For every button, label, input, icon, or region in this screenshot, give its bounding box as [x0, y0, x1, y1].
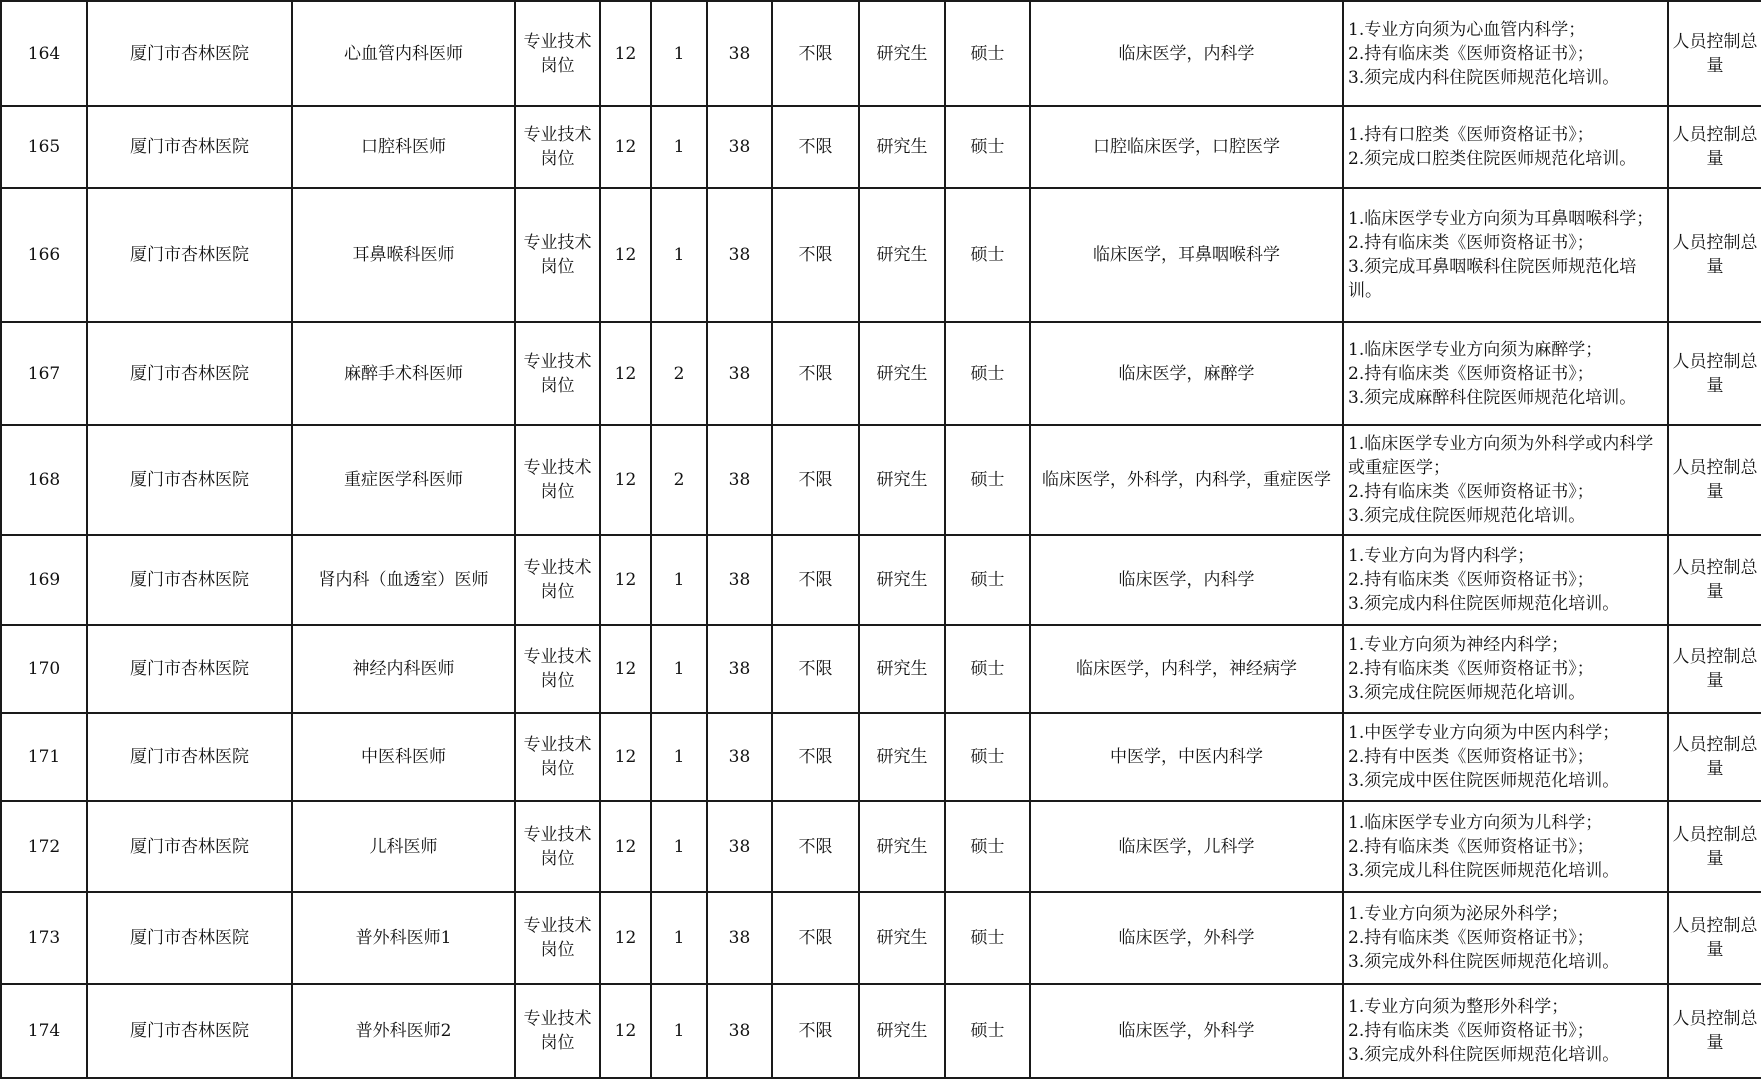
- row-number: 171: [1, 713, 87, 801]
- degree-cell: 硕士: [945, 322, 1030, 425]
- post-level-cell: 12: [600, 713, 651, 801]
- education-cell: 研究生: [859, 625, 945, 713]
- requirement-line: 2.持有临床类《医师资格证书》；: [1348, 659, 1594, 679]
- post-level-cell: 12: [600, 106, 651, 188]
- employer-cell: 厦门市杏林医院: [87, 713, 292, 801]
- requirement-line: 1.专业方向为肾内科学；: [1348, 546, 1535, 566]
- funding-type-cell: 人员控制总量: [1668, 801, 1761, 892]
- major-cell: 临床医学，儿科学: [1030, 801, 1343, 892]
- table-row: [1, 1, 1761, 106]
- age-limit-cell: 38: [707, 892, 772, 984]
- row-number: 168: [1, 425, 87, 535]
- post-category-cell: 专业技术岗位: [515, 535, 600, 625]
- table-row: [1, 322, 1761, 425]
- employer-cell: 厦门市杏林医院: [87, 322, 292, 425]
- gender-cell: 不限: [772, 322, 859, 425]
- education-cell: 研究生: [859, 892, 945, 984]
- post-category-cell: 专业技术岗位: [515, 625, 600, 713]
- requirement-line: 3.须完成耳鼻咽喉科住院医师规范化培训。: [1348, 257, 1637, 301]
- position-name-cell: 肾内科（血透室）医师: [292, 535, 515, 625]
- requirement-line: 1.持有口腔类《医师资格证书》；: [1348, 125, 1594, 145]
- post-category-cell: 专业技术岗位: [515, 1, 600, 106]
- position-name-cell: 神经内科医师: [292, 625, 515, 713]
- funding-type-cell: 人员控制总量: [1668, 535, 1761, 625]
- requirement-line: 2.持有临床类《医师资格证书》；: [1348, 836, 1594, 857]
- requirement-line: 3.须完成儿科住院医师规范化培训。: [1348, 860, 1620, 881]
- post-level-cell: 12: [600, 535, 651, 625]
- post-category-cell: 专业技术岗位: [515, 801, 600, 892]
- headcount-cell: 1: [651, 984, 707, 1078]
- requirement-line: 3.须完成麻醉科住院医师规范化培训。: [1348, 387, 1637, 408]
- row-number: 166: [1, 188, 87, 322]
- table-row: [1, 425, 1761, 535]
- requirement-line: 1.专业方向须为神经内科学；: [1348, 635, 1569, 655]
- employer-cell: 厦门市杏林医院: [87, 106, 292, 188]
- requirement-line: 2.持有临床类《医师资格证书》；: [1348, 928, 1594, 948]
- row-number: 165: [1, 106, 87, 188]
- requirement-line: 1.专业方向须为整形外科学；: [1348, 997, 1569, 1017]
- post-level-cell: 12: [600, 892, 651, 984]
- position-name-cell: 中医科医师: [292, 713, 515, 801]
- funding-type-cell: 人员控制总量: [1668, 106, 1761, 188]
- row-number: 174: [1, 984, 87, 1078]
- requirement-line: 2.持有临床类《医师资格证书》；: [1348, 570, 1594, 590]
- table-row: [1, 984, 1761, 1078]
- requirement-line: 1.中医学专业方向须为中医内科学；: [1348, 723, 1620, 743]
- employer-cell: 厦门市杏林医院: [87, 188, 292, 322]
- age-limit-cell: 38: [707, 713, 772, 801]
- row-number: 169: [1, 535, 87, 625]
- requirement-line: 2.持有临床类《医师资格证书》；: [1348, 1021, 1594, 1041]
- gender-cell: 不限: [772, 535, 859, 625]
- education-cell: 研究生: [859, 425, 945, 535]
- requirements-cell: [1343, 1, 1668, 106]
- requirement-line: 2.持有临床类《医师资格证书》；: [1348, 43, 1594, 64]
- gender-cell: 不限: [772, 188, 859, 322]
- row-number: 170: [1, 625, 87, 713]
- major-cell: 临床医学，内科学: [1030, 1, 1343, 106]
- gender-cell: 不限: [772, 1, 859, 106]
- funding-type-cell: 人员控制总量: [1668, 322, 1761, 425]
- table-row: [1, 106, 1761, 188]
- post-level-cell: 12: [600, 984, 651, 1078]
- age-limit-cell: 38: [707, 106, 772, 188]
- major-cell: 临床医学，外科学，内科学，重症医学: [1030, 425, 1343, 535]
- requirement-line: 2.持有临床类《医师资格证书》；: [1348, 233, 1594, 253]
- funding-type-cell: 人员控制总量: [1668, 1, 1761, 106]
- employer-cell: 厦门市杏林医院: [87, 801, 292, 892]
- post-level-cell: 12: [600, 425, 651, 535]
- headcount-cell: 1: [651, 801, 707, 892]
- position-name-cell: 口腔科医师: [292, 106, 515, 188]
- requirement-line: 1.临床医学专业方向须为麻醉学；: [1348, 339, 1603, 360]
- post-category-cell: 专业技术岗位: [515, 106, 600, 188]
- education-cell: 研究生: [859, 106, 945, 188]
- requirement-line: 2.须完成口腔类住院医师规范化培训。: [1348, 149, 1637, 169]
- table-row: [1, 801, 1761, 892]
- post-level-cell: 12: [600, 801, 651, 892]
- requirement-line: 3.须完成内科住院医师规范化培训。: [1348, 67, 1620, 88]
- headcount-cell: 1: [651, 188, 707, 322]
- row-number: 167: [1, 322, 87, 425]
- degree-cell: 硕士: [945, 1, 1030, 106]
- age-limit-cell: 38: [707, 535, 772, 625]
- requirements-cell: [1343, 188, 1668, 322]
- age-limit-cell: 38: [707, 1, 772, 106]
- requirement-line: 3.须完成中医住院医师规范化培训。: [1348, 771, 1620, 791]
- education-cell: 研究生: [859, 322, 945, 425]
- requirement-line: 1.临床医学专业方向须为儿科学；: [1348, 812, 1603, 833]
- position-name-cell: 心血管内科医师: [292, 1, 515, 106]
- table-row: [1, 892, 1761, 984]
- gender-cell: 不限: [772, 892, 859, 984]
- age-limit-cell: 38: [707, 625, 772, 713]
- requirement-line: 3.须完成外科住院医师规范化培训。: [1348, 952, 1620, 972]
- requirements-cell: [1343, 322, 1668, 425]
- funding-type-cell: 人员控制总量: [1668, 713, 1761, 801]
- gender-cell: 不限: [772, 425, 859, 535]
- degree-cell: 硕士: [945, 535, 1030, 625]
- position-name-cell: 普外科医师2: [292, 984, 515, 1078]
- row-number: 173: [1, 892, 87, 984]
- headcount-cell: 1: [651, 1, 707, 106]
- post-level-cell: 12: [600, 322, 651, 425]
- post-category-cell: 专业技术岗位: [515, 984, 600, 1078]
- gender-cell: 不限: [772, 713, 859, 801]
- requirements-cell: [1343, 625, 1668, 713]
- education-cell: 研究生: [859, 984, 945, 1078]
- age-limit-cell: 38: [707, 984, 772, 1078]
- requirement-line: 3.须完成住院医师规范化培训。: [1348, 683, 1586, 703]
- employer-cell: 厦门市杏林医院: [87, 625, 292, 713]
- requirement-line: 3.须完成外科住院医师规范化培训。: [1348, 1045, 1620, 1065]
- row-number: 172: [1, 801, 87, 892]
- education-cell: 研究生: [859, 188, 945, 322]
- education-cell: 研究生: [859, 713, 945, 801]
- funding-type-cell: 人员控制总量: [1668, 188, 1761, 322]
- headcount-cell: 2: [651, 425, 707, 535]
- gender-cell: 不限: [772, 106, 859, 188]
- post-category-cell: 专业技术岗位: [515, 425, 600, 535]
- requirement-line: 1.专业方向须为泌尿外科学；: [1348, 904, 1569, 924]
- employer-cell: 厦门市杏林医院: [87, 892, 292, 984]
- requirements-cell: [1343, 106, 1668, 188]
- age-limit-cell: 38: [707, 322, 772, 425]
- requirement-line: 1.专业方向须为心血管内科学；: [1348, 19, 1586, 40]
- position-name-cell: 麻醉手术科医师: [292, 322, 515, 425]
- row-number: 164: [1, 1, 87, 106]
- degree-cell: 硕士: [945, 625, 1030, 713]
- headcount-cell: 1: [651, 535, 707, 625]
- table-row: [1, 625, 1761, 713]
- position-name-cell: 重症医学科医师: [292, 425, 515, 535]
- requirement-line: 2.持有临床类《医师资格证书》；: [1348, 482, 1594, 502]
- post-category-cell: 专业技术岗位: [515, 713, 600, 801]
- requirement-line: 3.须完成内科住院医师规范化培训。: [1348, 594, 1620, 614]
- position-name-cell: 儿科医师: [292, 801, 515, 892]
- table-row: [1, 188, 1761, 322]
- education-cell: 研究生: [859, 801, 945, 892]
- employer-cell: 厦门市杏林医院: [87, 984, 292, 1078]
- age-limit-cell: 38: [707, 425, 772, 535]
- degree-cell: 硕士: [945, 892, 1030, 984]
- gender-cell: 不限: [772, 984, 859, 1078]
- funding-type-cell: 人员控制总量: [1668, 425, 1761, 535]
- employer-cell: 厦门市杏林医院: [87, 425, 292, 535]
- requirements-cell: [1343, 713, 1668, 801]
- employer-cell: 厦门市杏林医院: [87, 535, 292, 625]
- requirement-line: 2.持有中医类《医师资格证书》；: [1348, 747, 1594, 767]
- position-name-cell: 耳鼻喉科医师: [292, 188, 515, 322]
- requirements-cell: [1343, 425, 1668, 535]
- major-cell: 临床医学，内科学: [1030, 535, 1343, 625]
- table-row: [1, 535, 1761, 625]
- position-name-cell: 普外科医师1: [292, 892, 515, 984]
- major-cell: 临床医学，麻醉学: [1030, 322, 1343, 425]
- education-cell: 研究生: [859, 535, 945, 625]
- major-cell: 临床医学，内科学，神经病学: [1030, 625, 1343, 713]
- age-limit-cell: 38: [707, 188, 772, 322]
- table-row: [1, 713, 1761, 801]
- headcount-cell: 1: [651, 106, 707, 188]
- requirements-cell: [1343, 801, 1668, 892]
- post-level-cell: 12: [600, 1, 651, 106]
- requirement-line: 3.须完成住院医师规范化培训。: [1348, 506, 1586, 526]
- post-level-cell: 12: [600, 188, 651, 322]
- employer-cell: 厦门市杏林医院: [87, 1, 292, 106]
- requirements-cell: [1343, 535, 1668, 625]
- requirement-line: 2.持有临床类《医师资格证书》；: [1348, 363, 1594, 384]
- requirement-line: 1.临床医学专业方向须为外科学或内科学或重症医学；: [1348, 434, 1654, 478]
- requirements-cell: [1343, 984, 1668, 1078]
- degree-cell: 硕士: [945, 106, 1030, 188]
- requirements-cell: [1343, 892, 1668, 984]
- education-cell: 研究生: [859, 1, 945, 106]
- degree-cell: 硕士: [945, 425, 1030, 535]
- degree-cell: 硕士: [945, 984, 1030, 1078]
- funding-type-cell: 人员控制总量: [1668, 984, 1761, 1078]
- gender-cell: 不限: [772, 625, 859, 713]
- post-category-cell: 专业技术岗位: [515, 188, 600, 322]
- headcount-cell: 2: [651, 322, 707, 425]
- table-body: [1, 1, 1761, 1078]
- degree-cell: 硕士: [945, 188, 1030, 322]
- major-cell: 中医学，中医内科学: [1030, 713, 1343, 801]
- post-category-cell: 专业技术岗位: [515, 892, 600, 984]
- post-level-cell: 12: [600, 625, 651, 713]
- major-cell: 口腔临床医学，口腔医学: [1030, 106, 1343, 188]
- headcount-cell: 1: [651, 625, 707, 713]
- age-limit-cell: 38: [707, 801, 772, 892]
- funding-type-cell: 人员控制总量: [1668, 625, 1761, 713]
- gender-cell: 不限: [772, 801, 859, 892]
- headcount-cell: 1: [651, 713, 707, 801]
- degree-cell: 硕士: [945, 713, 1030, 801]
- major-cell: 临床医学，耳鼻咽喉科学: [1030, 188, 1343, 322]
- headcount-cell: 1: [651, 892, 707, 984]
- requirement-line: 1.临床医学专业方向须为耳鼻咽喉科学；: [1348, 209, 1654, 229]
- major-cell: 临床医学，外科学: [1030, 892, 1343, 984]
- major-cell: 临床医学，外科学: [1030, 984, 1343, 1078]
- funding-type-cell: 人员控制总量: [1668, 892, 1761, 984]
- post-category-cell: 专业技术岗位: [515, 322, 600, 425]
- degree-cell: 硕士: [945, 801, 1030, 892]
